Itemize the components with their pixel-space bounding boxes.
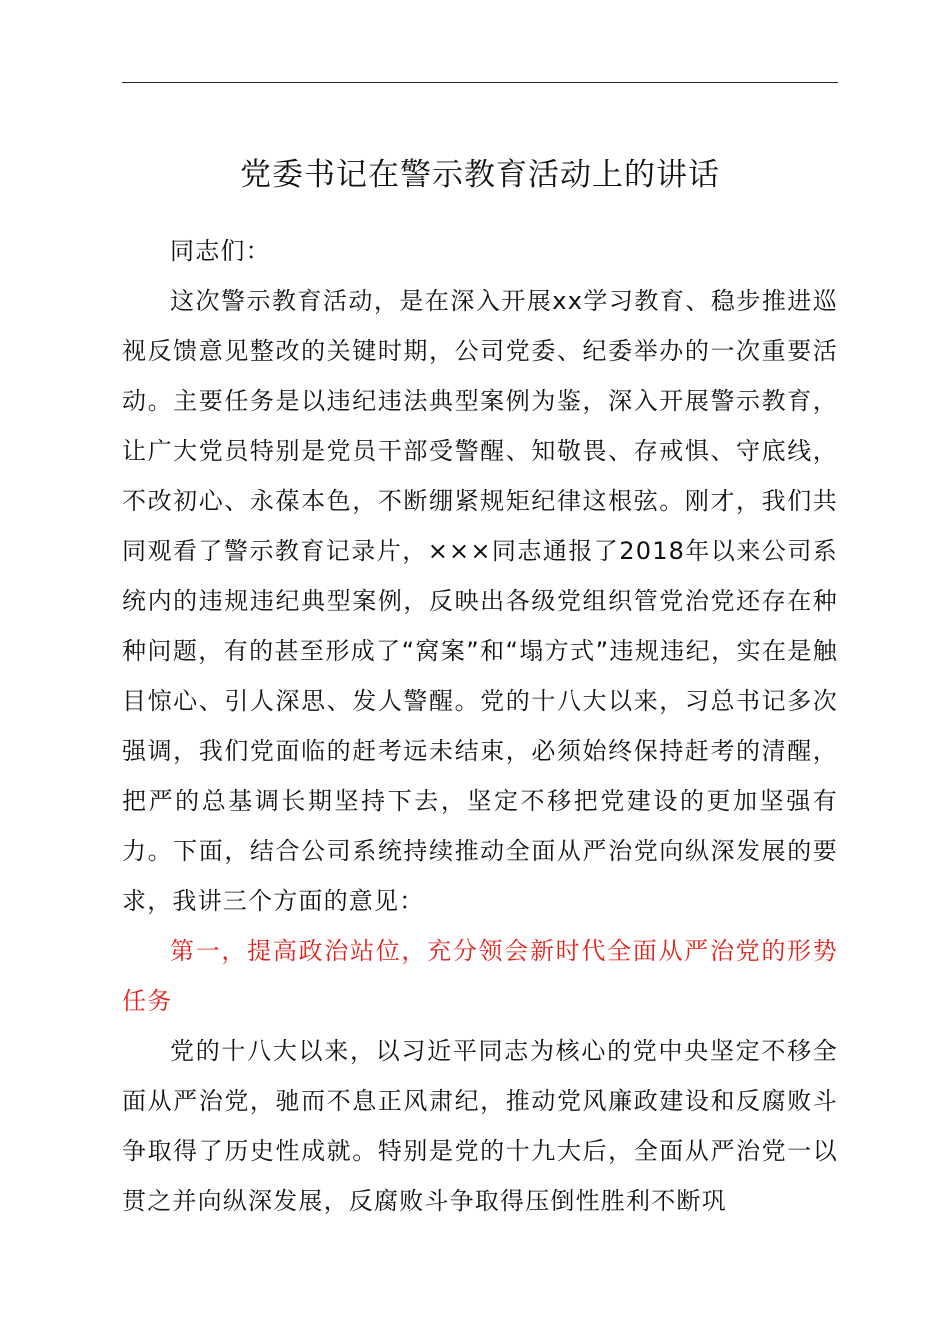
paragraph-section-1: 党的十八大以来，以习近平同志为核心的党中央坚定不移全面从严治党，驰而不息正风肃纪，推动党风廉政建设和反腐败斗争取得了历史性成就。特别是党的十九大后，全面从严治党一以贯之并向纵深发展，反腐败斗争取得压倒性胜利不断巩 [122, 1037, 838, 1215]
section-heading-1: 第一，提高政治站位，充分领会新时代全面从严治党的形势任务 [122, 937, 838, 1015]
salutation: 同志们： [170, 237, 271, 265]
document-body [122, 226, 838, 1226]
document-title: 党委书记在警示教育活动上的讲话 [240, 157, 720, 193]
paragraph-intro: 这次警示教育活动，是在深入开展xx学习教育、稳步推进巡视反馈意见整改的关键时期，公司党委、纪委举办的一次重要活动。主要任务是以违纪违法典型案例为鉴，深入开展警示教育，让广大党员特别是党员干部受警醒、知敬畏、存戒惧、守底线，不改初心、永葆本色，不断绷紧规矩纪律这根弦。刚才，我们共同观看了警示教育记录片，×××同志通报了2018年以来公司系统内的违规违纪典型案例，反映出各级党组织管党治党还存在种种问题，有的甚至形成了“窝案”和“塌方式”违规违纪，实在是触目惊心、引人深思、发人警醒。党的十八大以来，习总书记多次强调，我们党面临的赶考远未结束，必须始终保持赶考的清醒，把严的总基调长期坚持下去，坚定不移把党建设的更加坚强有力。下面，结合公司系统持续推动全面从严治党向纵深发展的要求，我讲三个方面的意见： [122, 287, 838, 915]
header-rule [122, 82, 838, 83]
